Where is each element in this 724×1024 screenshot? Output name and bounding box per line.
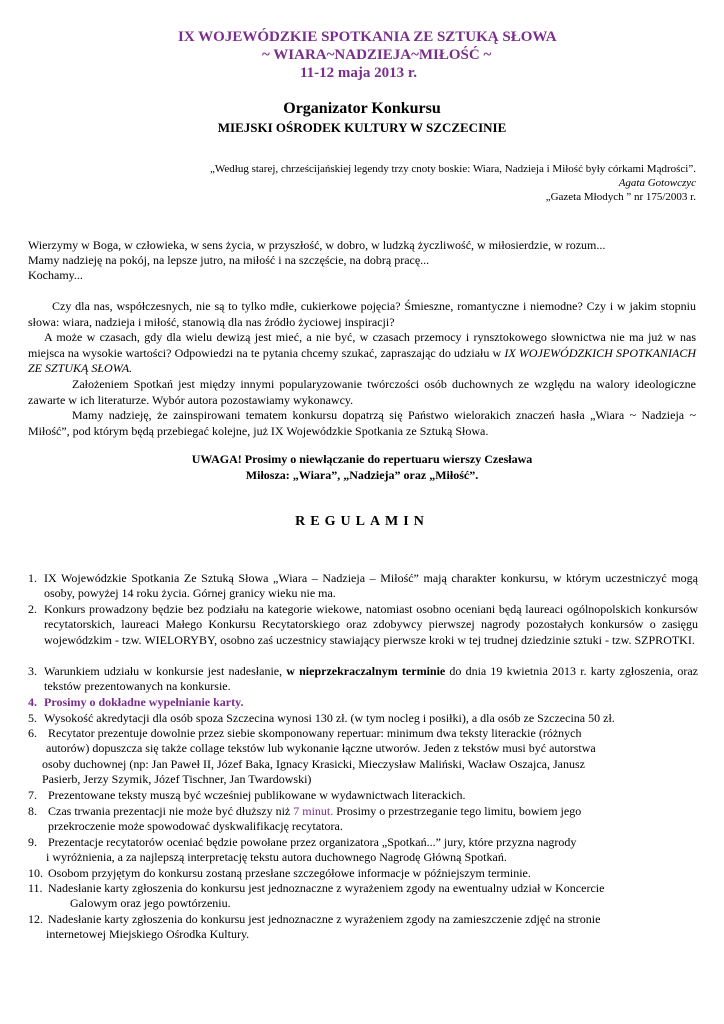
rule-3-number: 3.: [28, 664, 37, 678]
rule-3-text-b: do dnia 19 kwietnia 2013 r. karty zgłoszenia, oraz tekstów prezentowanych na konkursie.: [44, 664, 698, 694]
rule-6-number: 6.: [28, 726, 37, 740]
intro-line-3: Kochamy...: [28, 268, 83, 282]
quote-author: Agata Gotowczyc: [618, 177, 696, 189]
rule-6-line-2: autorów) dopuszcza się także collage tekstów lub wykonanie łączne utworów. Jeden z tekstów musi być autorstwa: [46, 741, 596, 756]
intro-line-1: Wierzymy w Boga, w człowieka, w sens życia, w przyszłość, w dobro, w ludzką życzliwość, w miłosierdzie, w rozum...: [28, 238, 606, 252]
rule-12-number: 12.: [28, 912, 43, 926]
rule-10-text: Osobom przyjętym do konkursu zostaną przesłane szczegółowe informacje w późniejszym terminie.: [48, 866, 531, 880]
notice-line-1: UWAGA! Prosimy o niewłączanie do repertuaru wierszy Czesława: [191, 452, 533, 466]
rule-6: [28, 726, 698, 787]
rule-7-number: 7.: [28, 788, 37, 802]
rule-4-number: 4.: [28, 695, 37, 709]
rule-3-text-a: Warunkiem udziału w konkursie jest nadesłanie,: [44, 664, 283, 678]
rule-8-line-2: przekroczenie może spowodować dyskwalifikację recytatora.: [48, 819, 343, 834]
rule-11-number: 11.: [28, 881, 43, 895]
rule-8-text-a: Czas trwania prezentacji nie może być dłuższy niż: [48, 804, 291, 818]
paragraph-1: Czy dla nas, współczesnych, nie są to tylko mdłe, cukierkowe pojęcia? Śmieszne, romantyczne i niemodne? Czy i w jakim stopniu słowa: wiara, nadzieja i miłość, stanowią dla nas źródło życiowej inspiracji?: [28, 299, 696, 329]
rule-8-time-limit: 7 minut.: [293, 804, 334, 818]
rule-9-line-2: i wyróżnienia, a za najlepszą interpretację tekstu autora duchownego Nagrodę Główną Spotkań.: [46, 850, 507, 865]
rule-1-text: IX Wojewódzkie Spotkania Ze Sztuką Słowa „Wiara – Nadzieja – Miłość” mają charakter konkursu, w którym uczestniczyć mogą osoby, powyżej 14 roku życia. Górnej granicy wieku nie ma.: [44, 571, 698, 601]
rule-2-number: 2.: [28, 602, 37, 616]
paragraph-2-event-name: IX WOJEWÓDZKICH SPOTKANIACH ZE SZTUKĄ SŁOWA.: [28, 345, 697, 375]
rule-8-text-b: Prosimy o przestrzeganie tego limitu, bowiem jego: [336, 804, 582, 818]
rule-5-number: 5.: [28, 711, 37, 725]
rule-8-number: 8.: [28, 804, 37, 818]
regulamin-heading: REGULAMIN: [295, 514, 429, 529]
rule-6-line-4: Pasierb, Jerzy Szymik, Józef Tischner, Jan Twardowski): [42, 771, 312, 786]
rule-10: [28, 866, 698, 881]
rule-1-number: 1.: [28, 571, 37, 585]
rule-11-line-1: Nadesłanie karty zgłoszenia do konkursu jest jednoznaczne z wyrażeniem zgody na ewentualny udział w Koncercie: [48, 881, 605, 895]
rule-1: [28, 571, 698, 602]
rule-7-text: Prezentowane teksty muszą być wcześniej publikowane w wydawnictwach literackich.: [48, 788, 466, 802]
edition-number: IX: [178, 29, 195, 45]
rule-3: [28, 664, 698, 695]
rule-6-line-1: Recytator prezentuje dowolnie przez siebie skomponowany repertuar: minimum dwa teksty literackie (różnych: [48, 726, 582, 740]
rule-9: [28, 835, 698, 866]
rule-8: [28, 804, 698, 835]
rule-5-text: Wysokość akredytacji dla osób spoza Szczecina wynosi 130 zł. (w tym nocleg i posiłki), a dla osób ze Szczecina 50 zł.: [44, 711, 615, 725]
paragraph-3: Założeniem Spotkań jest między innymi popularyzowanie twórczości osób duchownych ze względu na walory ideologiczne zawarte w ich literaturze. Wybór autora pozostawiamy wykonawcy.: [28, 377, 696, 407]
rule-10-number: 10.: [28, 866, 43, 880]
rule-5: [28, 711, 698, 726]
event-title-line1: [178, 28, 557, 46]
rule-7: [28, 788, 698, 803]
rule-11: [28, 881, 698, 912]
quote-text: „Według starej, chrześcijańskiej legendy trzy cnoty boskie: Wiara, Nadzieja i Miłość były córkami Mądrości”.: [210, 163, 696, 175]
paragraph-2: [28, 330, 696, 377]
rule-4: [28, 695, 698, 710]
rule-12: [28, 912, 698, 943]
paragraph-4: Mamy nadzieję, że zainspirowani tematem konkursu dopatrzą się Państwo wielorakich znaczeń hasła „Wiara ~ Nadzieja ~ Miłość”, pod którym będą przebiegać kolejne, już IX Wojewódzkie Spotkania ze Sztuką Słowa.: [28, 408, 696, 438]
rule-6-line-3: osoby duchownej (np: Jan Paweł II, Józef Baka, Ignacy Krasicki, Mieczysław Maliński, Wacław Oszajca, Janusz: [42, 756, 585, 771]
rule-9-number: 9.: [28, 835, 37, 849]
intro-line-2: Mamy nadzieję na pokój, na lepsze jutro, na miłość i na szczęście, na dobrą pracę...: [28, 253, 430, 267]
paragraph-2-text: A może w czasach, gdy dla wielu dewizą jest mieć, a nie być, w czasach przemocy i rynsztokowego słownictwa nie ma już w nas miejsca na wysokie wartości? Odpowiedzi na te pytania chcemy szukać, zapraszając do udziału w: [28, 330, 696, 360]
event-date: 11-12 maja 2013 r.: [300, 65, 417, 81]
quote-source: „Gazeta Młodych ” nr 175/2003 r.: [545, 191, 696, 203]
rule-9-line-1: Prezentacje recytatorów oceniać będzie powołane przez organizatora „Spotkań...” jury, które przyzna nagrody: [48, 835, 577, 849]
event-title-text: WOJEWÓDZKIE SPOTKANIA ZE SZTUKĄ SŁOWA: [198, 29, 557, 45]
notice-line-2: Miłosza: „Wiara”, „Nadzieja” oraz „Miłość”.: [245, 468, 479, 482]
rule-11-line-2: Galowym oraz jego powtórzeniu.: [70, 896, 231, 911]
event-motto: ~ WIARA~NADZIEJA~MIŁOŚĆ ~: [262, 47, 492, 63]
rule-4-text: Prosimy o dokładne wypełnianie karty.: [44, 695, 244, 709]
rule-8-line-1: [48, 804, 698, 819]
rule-12-line-1: Nadesłanie karty zgłoszenia do konkursu jest jednoznaczne z wyrażeniem zgody na zamieszczenie zdjęć na stronie: [48, 912, 601, 926]
rule-3-deadline-emphasis: w nieprzekraczalnym terminie: [286, 664, 446, 678]
rule-2: [28, 602, 698, 648]
rule-12-line-2: internetowej Miejskiego Ośrodka Kultury.: [46, 927, 250, 942]
organizer-title: Organizator Konkursu: [283, 100, 441, 117]
rule-2-text: Konkurs prowadzony będzie bez podziału na kategorie wiekowe, natomiast osobno oceniani będą laureaci ogólnopolskich konkursów recytatorskich, laureaci Małego Konkursu Recytatorskiego oraz zdobywcy pierwszej nagrody pozostałych konkursów o zasięgu wojewódzkim - tzw. WIELORYBY, osobno zaś uczestnicy stawiający pierwsze kroki w tej trudnej dziedzinie sztuki - tzw. SZPROTKI.: [44, 602, 698, 647]
rule-3-text: [44, 664, 698, 695]
organizer-name: MIEJSKI OŚRODEK KULTURY W SZCZECINIE: [217, 120, 507, 135]
